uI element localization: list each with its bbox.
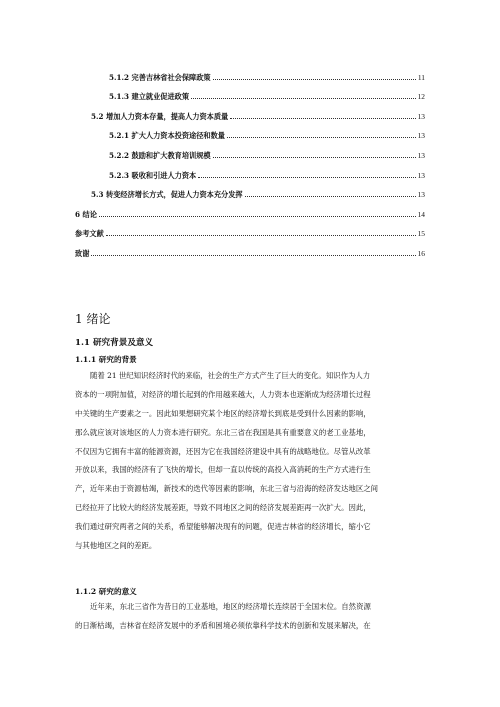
toc-entry[interactable] — [75, 160, 425, 180]
paragraph-line: 近年来，东北三省作为昔日的工业基地，地区的经济增长连续居于全国末位。自然资源 — [90, 602, 371, 611]
toc-entry-title: 5.1.3 建立就业促进政策 — [109, 92, 190, 102]
toc-leader-dots — [91, 255, 415, 256]
chapter-heading: 1 绪论 — [75, 312, 111, 326]
toc-entry[interactable] — [75, 199, 425, 219]
paragraph-line: 随着 21 世纪知识经济时代的来临，社会的生产方式产生了巨大的变化。知识作为人力 — [90, 371, 371, 380]
toc-leader-dots — [213, 79, 416, 80]
toc-leader-dots — [198, 177, 415, 178]
toc-page-number: 13 — [417, 111, 425, 121]
toc-page-number: 11 — [417, 72, 425, 82]
toc-leader-dots — [191, 98, 416, 99]
section-heading: 1.1 研究背景及意义 — [75, 338, 154, 348]
paragraph-line: 中关键的生产要素之一。因此如果想研究某个地区的经济增长到底是受到什么因素的影响， — [75, 408, 371, 418]
table-of-contents — [75, 62, 425, 258]
toc-leader-dots — [213, 157, 416, 158]
toc-leader-dots — [227, 137, 416, 138]
toc-page-number: 16 — [417, 248, 425, 258]
toc-entry[interactable] — [75, 238, 425, 258]
paragraph-line: 资本的一项附加值，对经济的增长起到的作用越来越大，人力资本也逐渐成为经济增长过程 — [75, 389, 371, 399]
toc-leader-dots — [245, 196, 416, 197]
paragraph-line: 产，近年来由于资源枯竭，新技术的迭代等因素的影响，东北三省与沿海的经济发达地区之间 — [75, 484, 379, 494]
toc-entry-title: 5.2.2 鼓励和扩大教育培训规模 — [109, 150, 211, 160]
paragraph-significance — [75, 598, 425, 636]
paragraph-line: 不仅因为它拥有丰富的能源资源，还因为它在我国经济建设中具有的战略地位。尽管从改革 — [75, 446, 371, 456]
toc-page-number: 13 — [417, 190, 425, 200]
paragraph-line: 已经拉开了比较大的经济发展差距，导致不同地区之间的经济发展差距再一次扩大。因此， — [75, 503, 371, 513]
toc-entry[interactable] — [75, 219, 425, 239]
toc-entry[interactable] — [75, 82, 425, 102]
toc-page-number: 13 — [417, 131, 425, 141]
toc-entry-title: 6 结论 — [75, 209, 97, 219]
toc-entry-title: 5.2 增加人力资本存量，提高人力资本质量 — [91, 111, 229, 121]
paragraph-line: 我们通过研究两者之间的关系，希望能够解决现有的问题，促进吉林省的经济增长，缩小它 — [75, 522, 371, 532]
toc-entry-title: 5.2.3 吸收和引进人力资本 — [109, 170, 197, 180]
toc-entry[interactable] — [75, 140, 425, 160]
toc-leader-dots — [230, 118, 415, 119]
toc-leader-dots — [99, 216, 416, 217]
toc-entry-title: 5.1.2 完善吉林省社会保障政策 — [109, 72, 211, 82]
paragraph-line: 那么就应该对该地区的人力资本进行研究。东北三省在我国是具有重要意义的老工业基地， — [75, 427, 371, 437]
toc-entry-title: 5.2.1 扩大人力资本投资途径和数量 — [109, 131, 225, 141]
paragraph-line: 开放以来，我国的经济有了飞快的增长，但却一直以传统的高投入高消耗的生产方式进行生 — [75, 465, 371, 475]
toc-page-number: 15 — [417, 229, 425, 239]
subsection-heading-background: 1.1.1 研究的背景 — [75, 355, 137, 364]
toc-entry[interactable] — [75, 121, 425, 141]
toc-page-number: 14 — [417, 209, 425, 219]
toc-entry[interactable] — [75, 101, 425, 121]
toc-page-number: 13 — [417, 170, 425, 180]
toc-page-number: 12 — [417, 92, 425, 102]
toc-leader-dots — [106, 235, 416, 236]
toc-entry-title: 致谢 — [75, 248, 90, 258]
toc-entry-title: 5.3 转变经济增长方式，促进人力资本充分发挥 — [91, 190, 243, 200]
toc-entry-title: 参考文献 — [75, 229, 104, 239]
toc-entry[interactable] — [75, 180, 425, 200]
paragraph-line: 与其他地区之间的差距。 — [75, 541, 157, 551]
toc-entry[interactable] — [75, 62, 425, 82]
paragraph-line: 的日渐枯竭，吉林省在经济发展中的矛盾和困境必须依靠科学技术的创新和发展来解决，在 — [75, 620, 371, 630]
paragraph-background — [75, 367, 425, 556]
subsection-heading-significance: 1.1.2 研究的意义 — [75, 587, 137, 596]
toc-page-number: 13 — [417, 150, 425, 160]
